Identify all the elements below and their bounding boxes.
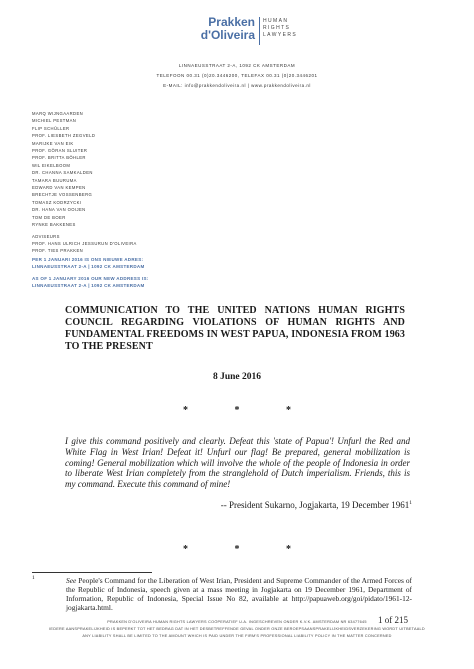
lawyer-name: TOMASZ KODRZYCKI	[32, 199, 82, 205]
tagline-line-2: RIGHTS	[263, 25, 291, 31]
notice-line: LINNAEUSSTRAAT 2-A | 1092 CK AMSTERDAM	[32, 283, 145, 288]
advisor-name: PROF. HANS ULRICH JESSURUN D'OLIVEIRA	[32, 241, 137, 247]
footer-line-1: PRAKKEN D'OLIVEIRA HUMAN RIGHTS LAWYERS COÖPERATIEF U.A. INGESCHREVEN ONDER K.V.K. AMSTERDAM NR 63477645	[107, 620, 367, 624]
notice-line: LINNAEUSSTRAAT 2-A | 1092 CK AMSTERDAM	[32, 264, 145, 269]
lawyer-name: DR. HANA VAN OOIJEN	[32, 207, 86, 213]
footnote-see: See	[66, 576, 77, 585]
footer-line-3: ANY LIABILITY SHALL BE LIMITED TO THE AMOUNT WHICH IS PAID UNDER THE FIRM'S PROFESSIONAL LIABILITY POLICY IN THE MATTER CONCERNED	[82, 634, 392, 638]
footnote-reference[interactable]: 1	[409, 500, 412, 506]
notice-line: PER 1 JANUARI 2016 IS ONS NIEUWE ADRES:	[32, 257, 144, 262]
firm-address	[0, 61, 474, 91]
lawyer-name: BRECHTJE VOSSENBERG	[32, 192, 93, 198]
lawyer-name: WIL EIKELBOOM	[32, 162, 71, 168]
lawyer-name: EDWARD VAN KEMPEN	[32, 185, 86, 191]
address-notice-dutch	[32, 256, 145, 270]
lawyer-name: DR. CHANNA SAMKALDEN	[32, 170, 93, 176]
advisors-list	[32, 233, 137, 255]
lawyer-name: MARQ WIJNGAARDEN	[32, 111, 84, 116]
logo-divider	[259, 17, 260, 45]
lawyer-name: TAMARA BUURUMA	[32, 177, 77, 183]
section-separator: * * *	[183, 405, 313, 416]
document-date: 8 June 2016	[212, 372, 262, 382]
lawyer-name: MARIJKE VAN EIK	[32, 140, 74, 146]
address-line-1: LINNAEUSSTRAAT 2-A, 1092 CK AMSTERDAM	[178, 63, 296, 68]
lawyer-name: PROF. LIESBETH ZEGVELD	[32, 133, 96, 139]
lawyer-name: RYNKE BAKKENES	[32, 222, 76, 228]
logo-wordmark	[185, 16, 255, 42]
address-notice-english	[32, 275, 149, 289]
epigraph-quote: I give this command positively and clearly. Defeat this 'state of Papua'! Unfurl the Red and White Flag in West Irian! Defeat it! Unfurl our flag! Be prepared, general mobilization is coming! General mobilization which will involve the whole of the people of Indonesia in order to liberate West Irian completely from the stranglehold of Dutch imperialism. Friends, this is my command. Execute this command of mine!	[65, 436, 410, 490]
footnote-text	[66, 576, 412, 612]
lawyers-list	[32, 110, 95, 229]
page-number: 1 of 215	[378, 615, 408, 625]
section-separator: * * *	[183, 544, 313, 555]
tagline-line-1: HUMAN	[263, 18, 289, 24]
address-line-3: E-MAIL: info@prakkendoliveira.nl | www.prakkendoliveira.nl	[163, 83, 311, 88]
lawyer-name: FLIP SCHÜLLER	[32, 125, 70, 131]
footnote-body: People's Command for the Liberation of West Irian, President and Supreme Commander of the Armed Forces of the Republic of Indonesia, speech given at a mass meeting in Jogjakarta on 19 December 1961, Department of Information, Republic of Indonesia, Special Issue No 82, available at http://papuaweb.org/goi/pidato/1961-12-jogjakarta.html.	[66, 576, 412, 612]
notice-line: AS OF 1 JANUARY 2016 OUR NEW ADDRESS IS:	[32, 276, 149, 281]
lawyer-name: MICHIEL PESTMAN	[32, 118, 77, 124]
footer-line-2: IEDERE AANSPRAKELIJKHEID IS BEPERKT TOT HET BEDRAG DAT IN HET DESBETREFFENDE GEVAL ONDER ONZE BEROEPSAANSPRAKELIJKHEIDSVERZEKERING WORDT UITBETAALD	[49, 627, 425, 631]
firm-logo	[185, 16, 305, 46]
attribution-text: -- President Sukarno, Jogjakarta, 19 December 1961	[220, 500, 410, 510]
advisors-heading: ADVISEURS	[32, 234, 60, 239]
footnote-rule	[32, 572, 152, 573]
address-line-2: TELEFOON 00.31 (0)20.3446200, TELEFAX 00.31 (0)20.3446201	[156, 73, 318, 78]
logo-tagline	[263, 18, 297, 39]
logo-line-2: d'Oliveira	[200, 28, 255, 42]
lawyer-name: PROF. BRITTA BÖHLER	[32, 155, 86, 161]
advisor-name: PROF. TIES PRAKKEN	[32, 248, 84, 254]
document-title: COMMUNICATION TO THE UNITED NATIONS HUMAN RIGHTS COUNCIL REGARDING VIOLATIONS OF HUMAN RIGHTS AND FUNDAMENTAL FREEDOMS IN WEST PAPUA, INDONESIA FROM 1963 TO THE PRESENT	[65, 305, 405, 352]
lawyer-name: TOM DE BOER	[32, 214, 66, 220]
tagline-line-3: LAWYERS	[263, 32, 298, 38]
lawyer-name: PROF. GÖRAN SLUITER	[32, 148, 88, 154]
footnote	[32, 576, 412, 612]
footnote-number: 1	[32, 575, 35, 581]
quote-attribution	[190, 500, 412, 510]
logo-line-1: Prakken	[208, 15, 255, 29]
